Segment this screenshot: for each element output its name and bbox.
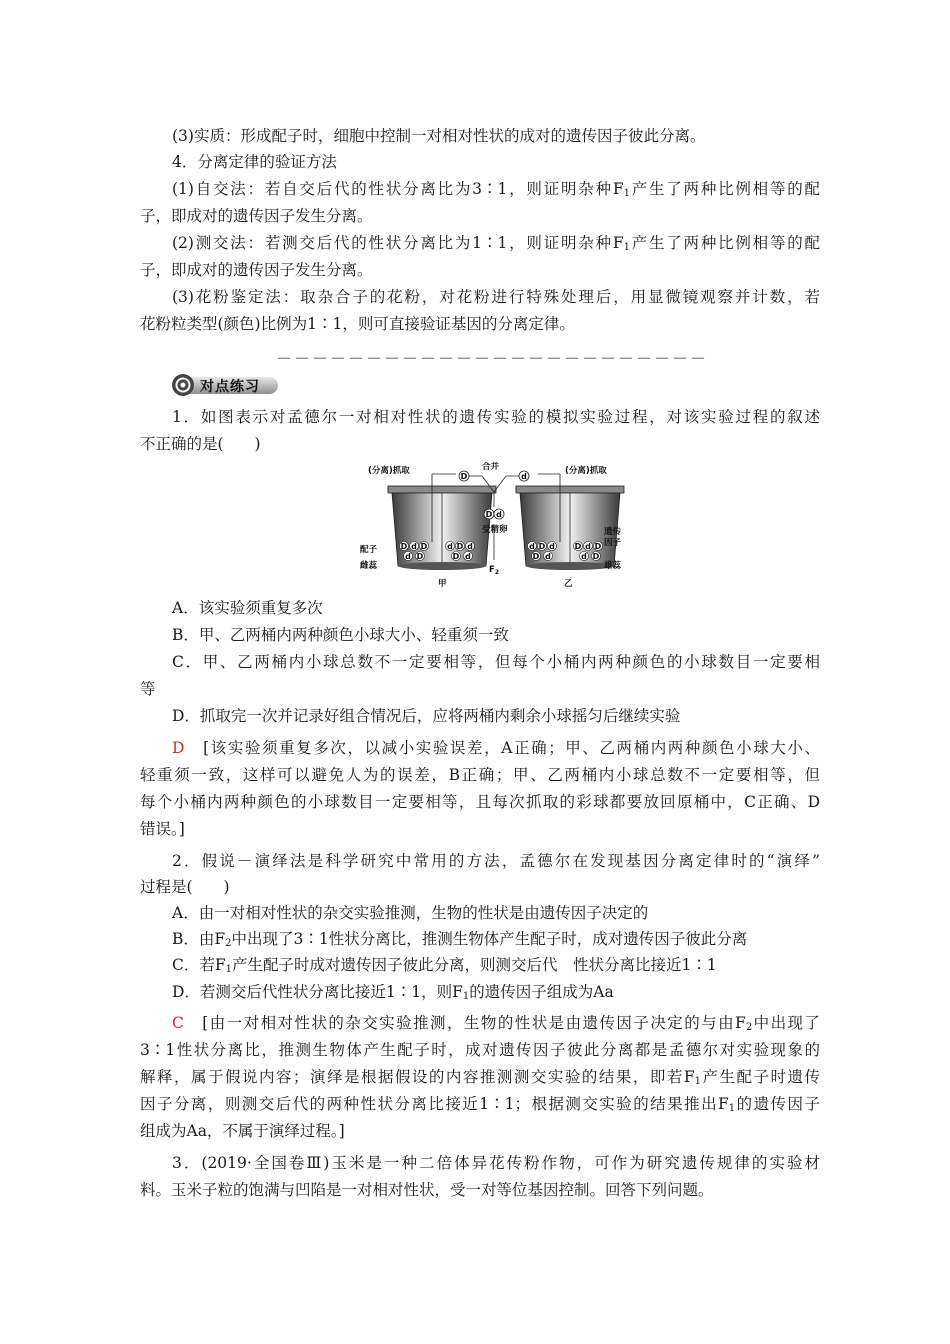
explanation-line: 轻重须一致，这样可以避免人为的误差，B正确；甲、乙两桶内小球总数不一定要相等，但 <box>140 766 820 784</box>
explanation-line: 错误。] <box>140 820 185 838</box>
explanation-line: 3∶1性状分离比，推测生物体产生配子时，成对遗传因子彼此分离都是孟德尔对实验现象的 <box>140 1041 820 1059</box>
explanation-line: 因子分离，则测交后代的两种性状分离比接近1∶1；根据测交实验的结果推出$F_1$的遗传因子 <box>140 1095 820 1114</box>
option-d: D．若测交后代性状分离比接近1∶1，则$F_1$的遗传因子组成为Aa <box>172 983 614 1002</box>
ball-label: d <box>585 542 591 551</box>
ball-label: d <box>545 552 551 561</box>
merge-label: 合并 <box>482 462 500 472</box>
answer-explanation: C [由一对相对性状的杂交实验推测，生物的性状是由遗传因子决定的与由$F_2$中出现了 <box>172 1014 820 1033</box>
gamete-label: 配子 <box>360 545 378 555</box>
pistil-label: 雌蕊 <box>360 561 378 571</box>
ball-label: d <box>581 552 587 561</box>
ball-label: D <box>452 552 460 561</box>
ball-label: d <box>521 472 527 481</box>
ball-label: d <box>405 552 411 561</box>
ball-label: d <box>496 510 502 519</box>
answer-letter: C <box>172 1014 184 1032</box>
ball-label: d <box>529 542 535 551</box>
option-a: A．该实验须重复多次 <box>172 599 323 617</box>
explanation-line: 组成为Aa，不属于演绎过程。] <box>140 1122 345 1140</box>
option-c-cont: 等 <box>140 680 156 698</box>
bucket-experiment-figure <box>358 462 626 594</box>
question-stem: 3．(2019·全国卷Ⅲ)玉米是一种二倍体异花传粉作物，可作为研究遗传规律的实验材 <box>172 1154 820 1172</box>
question-stem: 2．假说－演绎法是科学研究中常用的方法，孟德尔在发现基因分离定律时的“演绎” <box>172 852 820 870</box>
ball-label: D <box>594 542 602 551</box>
factor-label: 因子 <box>604 538 622 548</box>
answer-explanation: D [该实验须重复多次，以减小实验误差，A正确；甲、乙两桶内两种颜色小球大小、 <box>172 739 820 757</box>
zygote-label: 受精卵 <box>482 525 508 535</box>
option-c: C．若$F_1$产生配子时成对遗传因子彼此分离，则测交后代 性状分离比接近1∶1 <box>172 956 717 975</box>
practice-badge <box>172 374 280 396</box>
text-line: (1)自交法：若自交后代的性状分离比为3∶1，则证明杂种$F_1$产生了两种比例相等的配 <box>172 180 820 199</box>
ball-label: d <box>447 542 453 551</box>
ball-label: D <box>416 552 424 561</box>
text-line: 子，即成对的遗传因子发生分离。 <box>140 261 373 279</box>
ball-label: D <box>538 542 546 551</box>
option-b: B．甲、乙两桶内两种颜色小球大小、轻重须一致 <box>172 626 509 644</box>
text-line: (3)实质：形成配子时，细胞中控制一对相对性状的成对的遗传因子彼此分离。 <box>172 127 706 145</box>
factor-label: 遗传 <box>604 527 622 537</box>
ball-label: D <box>456 542 464 551</box>
question-stem: 1．如图表示对孟德尔一对相对性状的遗传实验的模拟实验过程，对该实验过程的叙述 <box>172 408 820 426</box>
option-a: A．由一对相对性状的杂交实验推测，生物的性状是由遗传因子决定的 <box>172 904 649 922</box>
ball-label: D <box>460 472 468 481</box>
question-stem: 料。玉米子粒的饱满与凹陷是一对相对性状，受一对等位基因控制。回答下列问题。 <box>140 1181 714 1199</box>
answer-letter: D <box>172 739 185 757</box>
explanation-line: 每个小桶内两种颜色的小球数目一定要相等，且每次抓取的彩球都要放回原桶中，C正确、D <box>140 793 820 811</box>
text-line: (2)测交法：若测交后代的性状分离比为1∶1，则证明杂种$F_1$产生了两种比例相等的配 <box>172 234 820 253</box>
option-c: C．甲、乙两桶内小球总数不一定要相等，但每个小桶内两种颜色的小球数目一定要相 <box>172 653 820 671</box>
ball-label: d <box>549 542 555 551</box>
text-line: (3)花粉鉴定法：取杂合子的花粉，对花粉进行特殊处理后，用显微镜观察并计数，若 <box>172 288 820 306</box>
heading: 4．分离定律的验证方法 <box>172 153 337 171</box>
ball-label: d <box>411 542 417 551</box>
ball-label: D <box>532 552 540 561</box>
question-stem: 不正确的是( ) <box>140 435 261 453</box>
option-b: B．由$F_2$中出现了3∶1性状分离比，推测生物体产生配子时，成对遗传因子彼此分离 <box>172 930 748 949</box>
badge-label: 对点练习 <box>200 379 260 395</box>
text-line: 子，即成对的遗传因子发生分离。 <box>140 207 373 225</box>
grab-label-right: (分离)抓取 <box>565 466 607 476</box>
dashed-divider: －－－－－－－－－－－－－－－－－－－－－－－－ <box>276 349 709 368</box>
ball-label: d <box>465 552 471 561</box>
ball-label: D <box>592 552 600 561</box>
bucket-label-yi: 乙 <box>564 579 573 589</box>
target-icon <box>172 374 194 396</box>
f2-label: $F_2$ <box>489 565 499 576</box>
ball-label: D <box>420 542 428 551</box>
stamen-label: 雄蕊 <box>604 561 622 571</box>
grab-label-left: (分离)抓取 <box>368 466 410 476</box>
ball-label: D <box>400 542 408 551</box>
ball-label: d <box>467 542 473 551</box>
explanation-line: 解释，属于假说内容；演绎是根据假设的内容推测测交实验的结果，即若$F_1$产生配子时遗传 <box>140 1068 820 1087</box>
question-stem: 过程是( ) <box>140 878 230 896</box>
option-d: D．抓取完一次并记录好组合情况后，应将两桶内剩余小球摇匀后继续实验 <box>172 707 681 725</box>
ball-label: D <box>485 510 493 519</box>
ball-label: D <box>574 542 582 551</box>
bucket-label-jia: 甲 <box>438 579 447 589</box>
text-line: 花粉粒类型(颜色)比例为1∶1，则可直接验证基因的分离定律。 <box>140 315 575 333</box>
